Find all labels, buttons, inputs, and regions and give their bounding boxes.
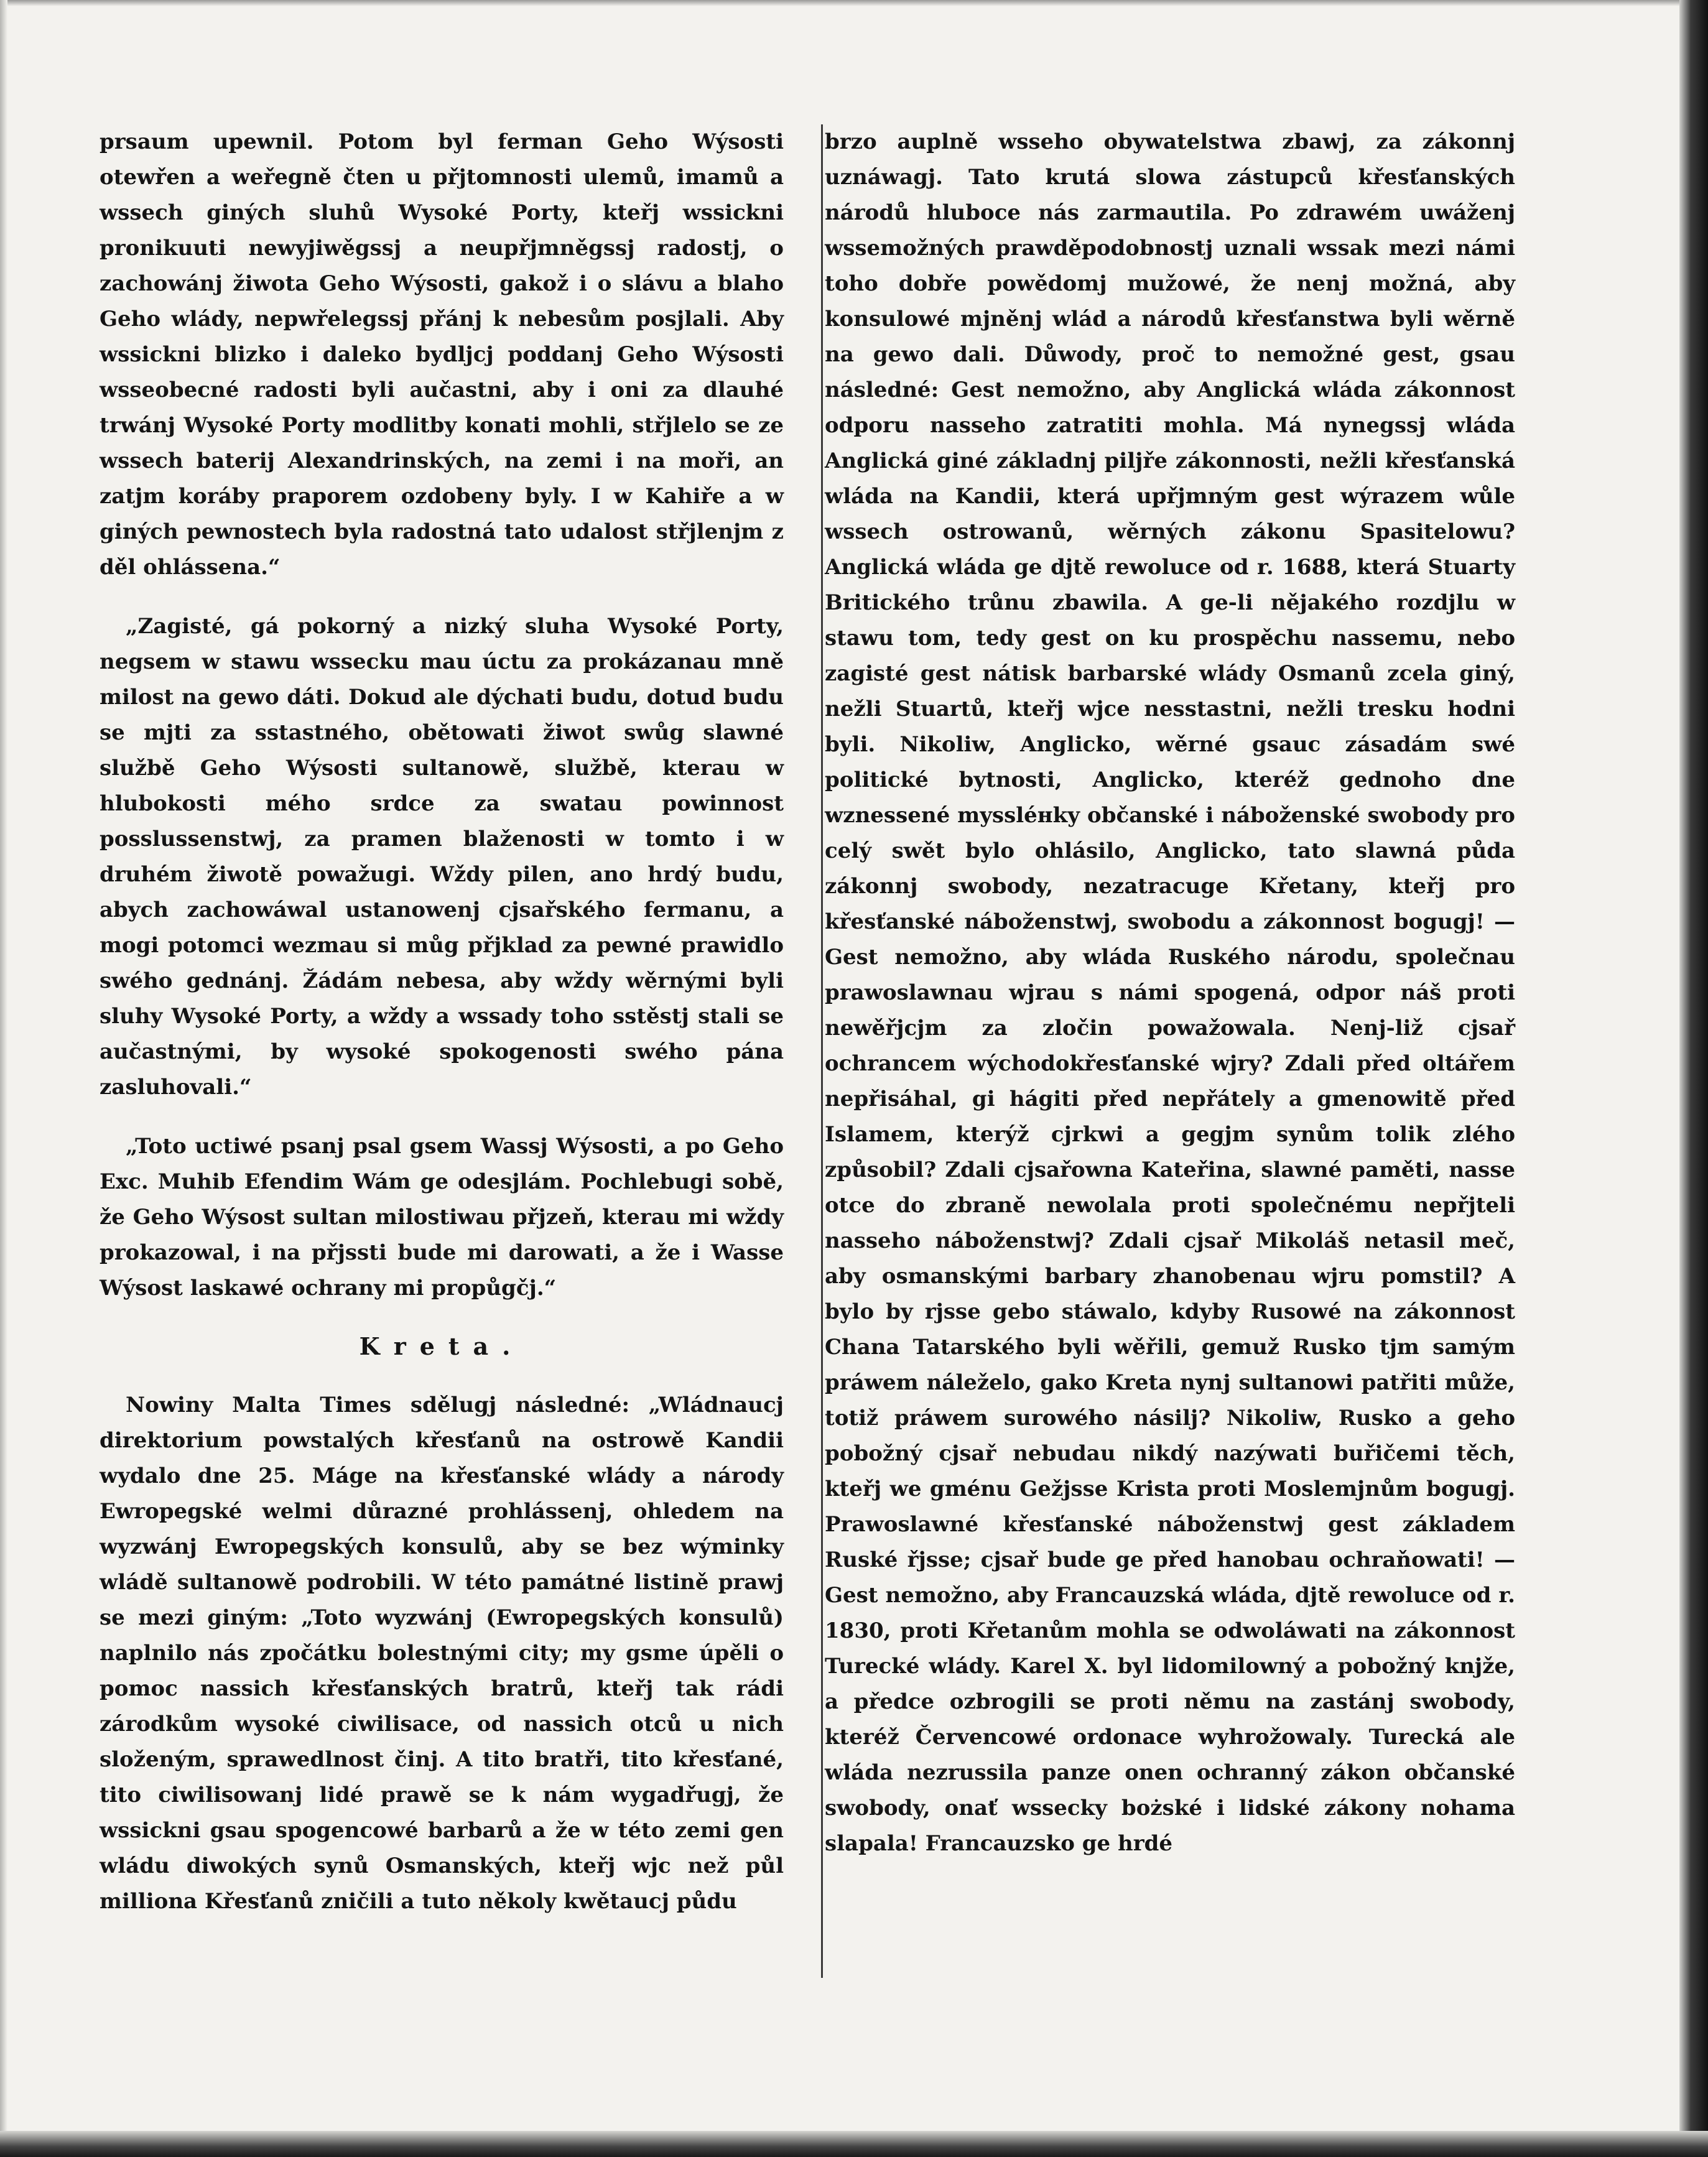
scan-edge-right bbox=[1679, 0, 1708, 2157]
column-divider bbox=[821, 124, 823, 1978]
paragraph-kreta-continued: brzo auplně wsseho obywatelstwa zbawj, za zákonnj uznáwagj. Tato krutá slowa zástupců křesťanských národů hluboce nás zarmautila. Po zdrawém uwáženj wssemožných prawděpodobnostj uznali wssak mezi námi toho dobře powědomj mužowé, že nenj možná, aby konsulowé mjněnj wlád a národů křesťanstwa byli wěrně na gewo dali. Důwody, proč to nemožné gest, gsau následné: Gest nemožno, aby Anglická wláda zákonnost odporu nasseho zatratiti mohla. Má nynegssj wláda Anglická giné základnj pilјře zákonnosti, nežli křesťanská wláda na Kandii, která upřjmným gest wýrazem wůle wssech ostrowanů, wěrných zákonu Spasitelowu? Anglická wláda ge dјtě rewoluce od r. 1688, která Stuarty Britického trůnu zbawila. A ge-li nějakého rozdjlu w stawu tom, tedy gest on ku prospěchu nassemu, nebo zagisté gest nátisk barbarské wlády Osmanů zcela giný, nežli Stuartů, kteřj wjce nesstastni, nežli tresku hodni byli. Nikoliw, Anglicko, wěrné gsauc zásadám swé politické bytnosti, Anglicko, kteréž gednoho dne wznessené myssléнky občanské i náboženské swobody pro celý swět bylo ohlásilo, Anglicko, tato slawná půda zákonnj swobody, nezatracuge Křetany, kteřj pro křesťanské náboženstwj, swobodu a zákonnost bogugj! — Gest nemožno, aby wláda Ruského národu, společnau prawoslawnau wjrau s námi spogená, odpor náš proti newěřjcjm za zločin powažowala. Nenj-liž cjsař ochrancem wýchodokřesťanské wjry? Zdali před oltářem nepřisáhal, gi hágiti před nepřátely a gmenowitě před Islamem, kterýž cjrkwi a gegjm synům tolik zlého způsobil? Zdali cjsařowna Kateřina, slawné paměti, nasse otce do zbraně newolala proti společnému nepřjteli nasseho náboženstwj? Zdali cjsař Mikoláš netasil meč, aby osmanskými barbary zhanobenau wjru pomstil? A bylo by rjsse gebo stáwalo, kdyby Rusowé na zákonnost Chana Tatarského byli wěřili, gemuž Rusko tjm samým práwem náleželo, gako Kreta nynj sultanowi patřiti může, totiž práwem surowého násilj? Nikoliw, Rusko a geho pobožný cjsař nebudau nikdý nazýwati buřičemi těch, kteřj we gménu Gežjsse Krista proti Moslemjnům bogugj. Prawoslawné křesťanské náboženstwj gest základem Ruské řjsse; cjsař bude ge před hanobau ochraňowati! — Gest nemožno, aby Francauzská wláda, dјtě rewoluce od r. 1830, proti Křetanům mohla se odwoláwati na zákonnost Turecké wlády. Karel X. byl lidomilowný a pobožný knjže, a předce ozbrogili se proti němu na zastánj swobody, kteréž Červencowé ordonace wyhrožowaly. Turecká ale wláda nezrussila panze onen ochranný zákon občanské swobody, onať wssecky bożské i lidské zákony nohama slapala! Francauzsko ge hrdé bbox=[825, 129, 1515, 1856]
paragraph-continuation: prsaum upewnil. Potom byl ferman Geho Wýsosti otewřen a weřegně čten u přjtomnosti ulemů, imamů a wssech giných sluhů Wysoké Porty, kteřj wssickni pronikuuti newyjiwěgssj a neupřjmněgssj radostj, o zachowánj žiwota Geho Wýsosti, gakož i o slávu a blaho Geho wlády, nepwřelegssj přánj k nebesům posjlali. Aby wssickni blizko i daleko bydljcj poddanj Geho Wýsosti wsseobecné radosti byli aučastni, aby i oni za dlauhé trwánj Wysoké Porty modlitby konati mohli, střjlelo se ze wssech baterij Alexandrinských, na zemi i na moři, an zatjm koráby praporem ozdobeny byly. I w Kahiře a w giných pewnostech byla radostná tato udalost střjlenjm z děl ohlássena.“ bbox=[100, 129, 784, 580]
scan-edge-top bbox=[0, 0, 1708, 6]
paragraph-quote-2: „Toto uctiwé psanj psal gsem Wassj Wýsosti, a po Geho Exc. Muhib Efendim Wám ge odesjlám. Pochlebugi sobě, že Geho Wýsost sultan milostiwau přjzeň, kterau mi wždy prokazowal, i na přjssti bude mi darowati, a že i Wasse Wýsost laskawé ochrany mi propůgčj.“ bbox=[100, 1134, 784, 1301]
right-column bbox=[825, 124, 1515, 1862]
scan-edge-left bbox=[0, 0, 7, 2157]
section-heading: Kreta. bbox=[359, 1332, 524, 1360]
paragraph-quote-1: „Zagisté, gá pokorný a nizký sluha Wysoké Porty, negsem w stawu wssecku mau úctu za prokázanau mně milost na gewo dáti. Dokud ale dýchati budu, dotud budu se mjti za sstastného, obětowati žiwot swůg slawné službě Geho Wýsosti sultanowě, službě, kterau w hlubokosti mého srdce za swatau powinnost posslussenstwj, za pramen blaženosti w tomto i w druhém žiwotě powažugi. Wždy pilen, ano hrdý budu, abych zachowáwal ustanowenj cjsařského fermanu, a mogi potomci wezmau si můg přjklad za pewné prawidlo swého gednánj. Žádám nebesa, aby wždy wěrnými byli sluhy Wysoké Porty, a wždy a wssady toho sstěstj stali se aučastnými, by wysoké spokogenosti swého pána zasluhovali.“ bbox=[100, 614, 784, 1100]
left-column bbox=[100, 124, 784, 1919]
paragraph-kreta: Nowiny Malta Times sdělugj následné: „Wládnaucj direktorium powstalých křesťanů na ostrowě Kandii wydalo dne 25. Máge na křesťanské wlády a národy Ewropegské welmi důrazné prohlássenj, ohledem na wyzwánj Ewropegských konsulů, aby se bez wýminky wládě sultanowě podrobili. W této památné listině prawj se mezi giným: „Toto wyzwánj (Ewropegských konsulů) naplnilo nás zpočátku bolestnými city; my gsme úpěli o pomoc nassich křesťanských bratrů, kteřj tak rádi zárodkům wysoké ciwilisace, od nassich otců u nich složeným, sprawedlnost činj. A tito bratři, tito křesťané, tito ciwilisowanj lidé prawě se k nám wygadřugj, že wssickni gsau spogencowé barbarů a že w této zemi gen wládu diwokých synů Osmanských, kteřj wjc než půl milliona Křesťanů zničili a tuto několy kwětaucj půdu bbox=[100, 1393, 784, 1914]
scan-edge-bottom bbox=[0, 2131, 1708, 2157]
